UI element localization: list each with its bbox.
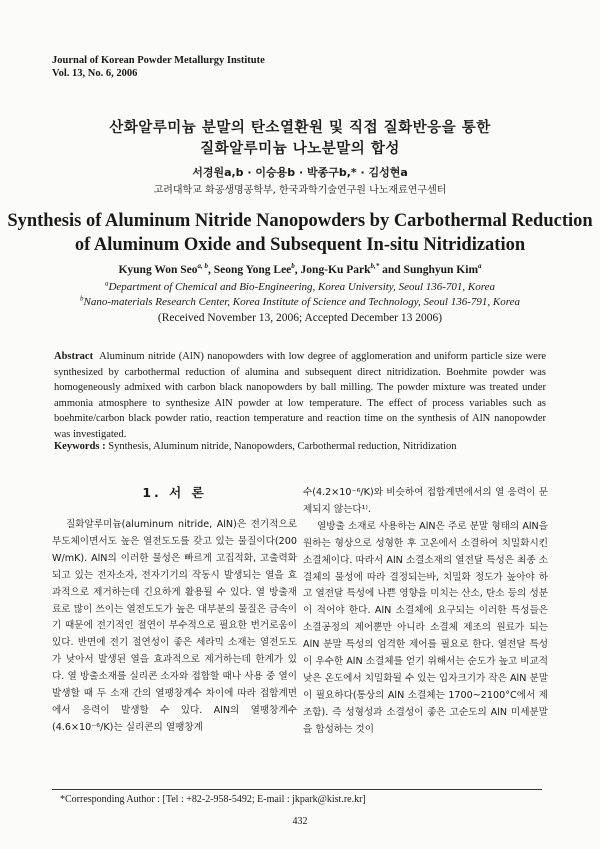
affiliation-b-sup: b [80,294,84,303]
korean-title [0,118,600,160]
affiliation-b [0,295,600,310]
author-1-sup: a, b [197,262,209,271]
korean-title-line1: 산화알루미늄 분말의 탄소열환원 및 직접 질화반응을 통한 [109,120,491,136]
english-title-line2: of Aluminum Oxide and Subsequent In-situ Nitridization [74,235,526,255]
journal-name: Journal of Korean Powder Metallurgy Institute [52,55,265,66]
journal-header [52,54,265,80]
author-4: and Sunghyun Kim [379,264,479,276]
body-column-right [303,485,548,739]
affiliation-a [0,280,600,295]
affiliation-b-text: Nano-materials Research Center, Korea Institute of Science and Technology, Seoul 136-791, Korea [83,296,520,308]
corresponding-author-footnote: *Corresponding Author : [Tel : +82-2-958-5492; E-mail : jkpark@kist.re.kr] [60,794,366,805]
abstract [54,349,546,442]
affiliation-a-text: Department of Chemical and Bio-Engineering, Korea University, Seoul 136-701, Korea [108,281,496,293]
english-authors [0,264,600,276]
affiliation-a-sup: a [104,279,109,288]
abstract-label: Abstract [54,351,94,362]
intro-paragraph-1: 질화알루미늄(aluminum nitride, AlN)은 전기적으로 부도체이면서도 높은 열전도도를 갖고 있는 물질이다(200 W/mK). AlN의 이러한 물성은 빠르게 고집적화, 고출력화되고 있는 전자소자, 전자기기의 작동시 발생되는 열을 효과적으로 제거하는데 긴요하게 활용될 수 있다. 열 방출재료로 많이 쓰이는 열전도도가 높은 대부분의 물질은 금속이기 때문에 전기적인 절연이 부수적으로 필요한 번거로움이 있다. 반면에 전기 절연성이 좋은 세라믹 소재는 열전도도가 낮아서 발생된 열을 효과적으로 제거하는데 한계가 있다. 열 방출소재를 실리콘 소자와 접합할 때나 사용 중 열이 발생할 때 두 소재 간의 열팽창계수 차이에 따라 접합계면에서 응력이 발생할 수 있다. AlN의 열팽창계수(4.6×10⁻⁶/K)는 실리콘의 열팽창계 [52,519,297,733]
english-title-line1: Synthesis of Aluminum Nitride Nanopowders by Carbothermal Reduction [7,211,593,231]
english-title [0,209,600,257]
footnote-divider [52,789,542,790]
keywords [54,440,546,454]
author-2: , Seong Yong Lee [208,264,292,276]
author-1: Kyung Won Seo [118,264,198,276]
body-column-left [52,485,297,737]
author-3: , Jong-Ku Park [294,264,371,276]
abstract-text: Aluminum nitride (AlN) nanopowders with low degree of agglomeration and uniform particle size were synthesized by carbothermal reduction of alumina and subsequent direct nitridization. Boehmite powder was homogeneously admixed with carbon black nanopowders by ball milling. The powder mixture was treated under ammonia atmosphere to synthesize AlN powder at low temperature. The effect of process variables such as boehmite/carbon black powder ratio, reaction temperature and reaction time on the synthesis of AlN nanopowder was investigated. [54,351,546,440]
korean-authors: 서경원a,b · 이승용b · 박종구b,* · 김성현a [192,166,408,179]
author-3-sup: b,* [370,262,380,271]
page-number: 432 [292,816,308,827]
intro-paragraph-2: 열방출 소재로 사용하는 AlN은 주로 분말 형태의 AlN을 원하는 형상으로 성형한 후 고온에서 소결하여 치밀화시킨 소결체이다. 따라서 AlN 소결소재의 열전달 특성은 최종 소결체의 물성에 따라 결정되는바, 치밀화 정도가 높아야 하고 열전달 특성에 나쁜 영향을 미치는 산소, 탄소 등의 성분이 적어야 한다. AlN 소결체에 요구되는 이러한 특성들은 소결공정의 제어뿐만 아니라 소결체 제조의 원료가 되는 AlN 분말 특성의 엄격한 제어를 필요로 한다. 열전달 특성이 우수한 AlN 소결체를 얻기 위해서는 순도가 높고 비교적 낮은 온도에서 치밀화될 수 있는 입자크기가 작은 AlN 분말이 필요하다(통상의 AlN 소결체는 1700~2100°C에서 제조함). 즉 성형성과 소결성이 좋은 고순도의 AlN 미세분말을 합성하는 것이 [303,520,548,735]
received-dates: (Received November 13, 2006; Accepted December 13 2006) [157,312,443,324]
journal-volume: Vol. 13, No. 6, 2006 [52,68,138,79]
korean-title-line2: 질화알루미늄 나노분말의 합성 [200,141,400,157]
keywords-label: Keywords : [54,441,106,452]
korean-affiliation: 고려대학교 화공생명공학부, 한국과학기술연구원 나노재료연구센터 [153,185,447,196]
author-4-sup: a [478,262,482,271]
keywords-text: Synthesis, Aluminum nitride, Nanopowders, Carbothermal reduction, Nitridization [105,441,457,452]
author-2-sup: b [291,262,295,271]
english-affiliations [0,280,600,310]
intro-paragraph-1-cont: 수(4.2×10⁻⁶/K)와 비슷하여 접합계면에서의 열 응력이 문제되지 않는다¹⁾. [303,487,548,515]
section-heading: 1. 서 론 [142,485,207,500]
